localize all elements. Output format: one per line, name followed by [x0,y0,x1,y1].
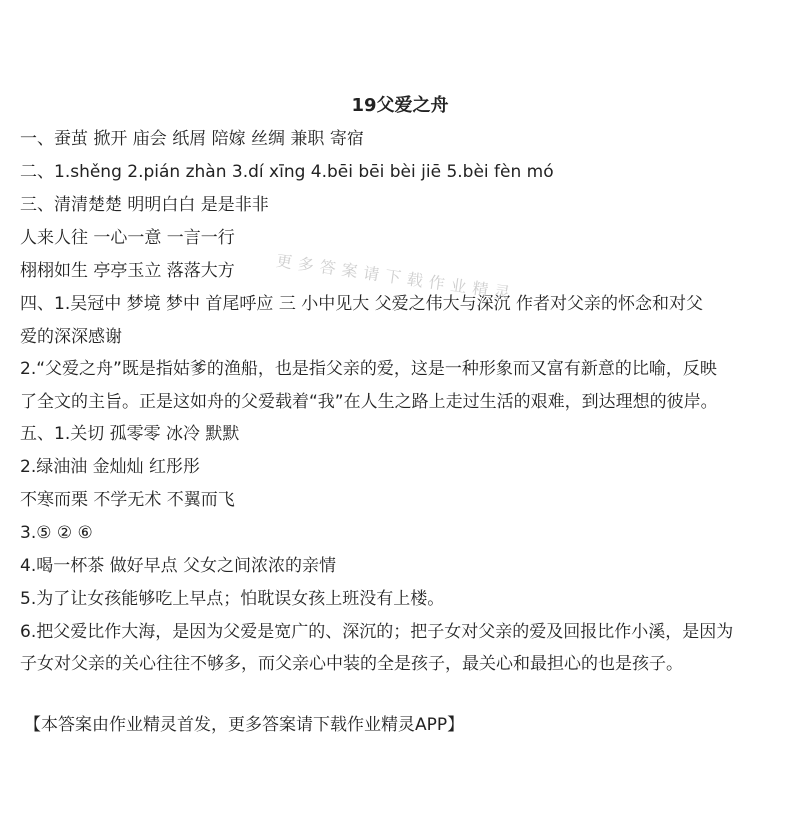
answer-line-1: 一、蚕茧 掀开 庙会 纸屑 陪嫁 丝绸 兼职 寄宿 [20,129,364,149]
answer-line-2: 二、1.shěng 2.pián zhàn 3.dí xīng 4.bēi bēi bèi jiē 5.bèi fèn mó [20,162,554,182]
watermark: 更多答案请下载作业精灵 [274,250,518,304]
answer-line-11: 2.绿油油 金灿灿 红彤彤 [20,457,201,477]
answer-line-8: 2.“父爱之舟”既是指姑爹的渔船，也是指父亲的爱，这是一种形象而又富有新意的比喻，反映 [20,359,717,379]
footer-notice: 【本答案由作业精灵首发，更多答案请下载作业精灵APP】 [24,715,465,735]
answer-line-6: 四、1.吴冠中 梦境 梦中 首尾呼应 三 小中见大 父爱之伟大与深沉 作者对父亲的怀念和对父 [20,294,704,314]
answer-line-4: 人来人往 一心一意 一言一行 [20,228,235,248]
answer-line-10: 五、1.关切 孤零零 冰冷 默默 [20,424,240,444]
answer-line-17: 子女对父亲的关心往往不够多，而父亲心中装的全是孩子，最关心和最担心的也是孩子。 [20,654,683,674]
answer-line-16: 6.把父爱比作大海，是因为父爱是宽广的、深沉的；把子女对父亲的爱及回报比作小溪，是因为 [20,622,734,642]
answer-line-3: 三、清清楚楚 明明白白 是是非非 [20,195,269,215]
answer-line-13: 3.⑤ ② ⑥ [20,523,93,543]
answer-line-5: 栩栩如生 亭亭玉立 落落大方 [20,261,235,281]
page-title: 19父爱之舟 [351,95,449,116]
answer-line-12: 不寒而栗 不学无术 不翼而飞 [20,490,235,510]
answer-line-14: 4.喝一杯茶 做好早点 父女之间浓浓的亲情 [20,556,337,576]
answer-line-9: 了全文的主旨。正是这如舟的父爱载着“我”在人生之路上走过生活的艰难，到达理想的彼岸。 [20,392,718,412]
answer-line-15: 5.为了让女孩能够吃上早点；怕耽误女孩上班没有上楼。 [20,589,445,609]
answer-line-7: 爱的深深感谢 [20,327,122,347]
